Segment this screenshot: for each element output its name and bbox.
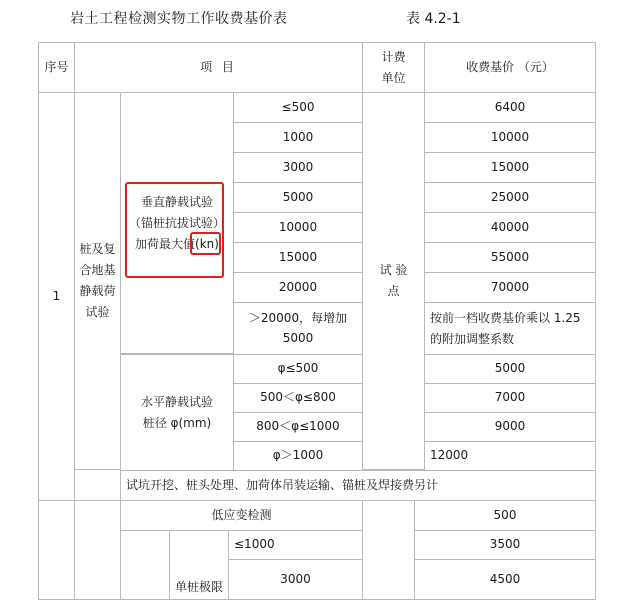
unit-line: 点 xyxy=(387,284,400,298)
highlight-box-label xyxy=(125,182,224,278)
load-cell: ＞20000，每增加 5000 xyxy=(233,302,363,355)
price-cell: 7000 xyxy=(424,383,596,413)
category-line: 试验 xyxy=(85,305,110,319)
price-adjustment-note: 按前一档收费基价乘以 1.25 的附加调整系数 xyxy=(424,302,596,355)
category-line: 合地基 xyxy=(79,263,116,277)
category-line: 静载荷 xyxy=(79,284,116,298)
table-title: 岩土工程检测实物工作收费基价表 xyxy=(70,11,288,27)
vertical-label-line: （锚桩抗拔试验） xyxy=(128,215,225,230)
price-cell: 10000 xyxy=(424,122,596,153)
diameter-cell: 500＜φ≤800 xyxy=(233,383,363,413)
unit-test-point xyxy=(362,92,425,470)
table-number: 表 4.2-1 xyxy=(406,11,461,27)
price-cell: 4500 xyxy=(414,559,596,600)
horizontal-label-line: 桩径 φ(mm) xyxy=(142,415,212,430)
load-cell: 15000 xyxy=(233,242,363,273)
horizontal-load-label xyxy=(120,354,234,471)
price-cell: 6400 xyxy=(424,92,596,123)
load-cell: ≤500 xyxy=(233,92,363,123)
header-unit xyxy=(362,42,425,93)
diameter-cell: 800＜φ≤1000 xyxy=(233,412,363,442)
low-strain-label: 低应变检测 xyxy=(120,500,363,531)
unit-line: 试 验 xyxy=(379,263,408,277)
price-cell: 9000 xyxy=(424,412,596,442)
diameter-cell: φ≤500 xyxy=(233,354,363,384)
header-unit-line1: 计费 xyxy=(381,49,406,64)
header-item xyxy=(74,42,363,93)
vertical-label-line: 加荷最大值(kn) xyxy=(135,236,219,251)
price-cell: 70000 xyxy=(424,272,596,303)
price-cell: 3500 xyxy=(414,530,596,560)
price-cell: 25000 xyxy=(424,182,596,213)
price-cell: 55000 xyxy=(424,242,596,273)
section2-subgroup xyxy=(120,530,170,600)
section2-category xyxy=(74,500,121,600)
load-cell: ≤1000 xyxy=(228,530,363,560)
section2-seq xyxy=(38,500,75,600)
diameter-cell: φ＞1000 xyxy=(233,441,363,471)
vertical-label-line: 垂直静载试验 xyxy=(140,194,213,209)
price-cell: 5000 xyxy=(424,354,596,384)
header-price: 收费基价 （元） xyxy=(424,42,596,93)
header-item-label: 项 目 xyxy=(200,59,237,74)
price-cell: 500 xyxy=(414,500,596,531)
load-cell: 3000 xyxy=(228,559,363,600)
price-cell: 15000 xyxy=(424,152,596,183)
price-cell: 12000 xyxy=(424,441,596,471)
section1-category xyxy=(74,92,121,470)
load-cell: 3000 xyxy=(233,152,363,183)
horizontal-label-line: 水平静载试验 xyxy=(140,394,213,409)
category-line: 桩及复 xyxy=(79,242,116,256)
header-seq: 序号 xyxy=(38,42,75,93)
section1-seq: 1 xyxy=(38,92,75,501)
load-cell: 10000 xyxy=(233,212,363,243)
price-cell: 40000 xyxy=(424,212,596,243)
section1-note: 试坑开挖、桩头处理、加荷体吊装运输、锚桩及焊接费另计 xyxy=(120,470,596,501)
partial-label: 单桩极限 xyxy=(169,530,229,600)
highlight-box-unit xyxy=(190,232,221,255)
load-cell: 1000 xyxy=(233,122,363,153)
header-unit-line2: 单位 xyxy=(381,70,406,85)
load-cell: 20000 xyxy=(233,272,363,303)
section2-unit xyxy=(362,500,415,600)
load-cell: 5000 xyxy=(233,182,363,213)
